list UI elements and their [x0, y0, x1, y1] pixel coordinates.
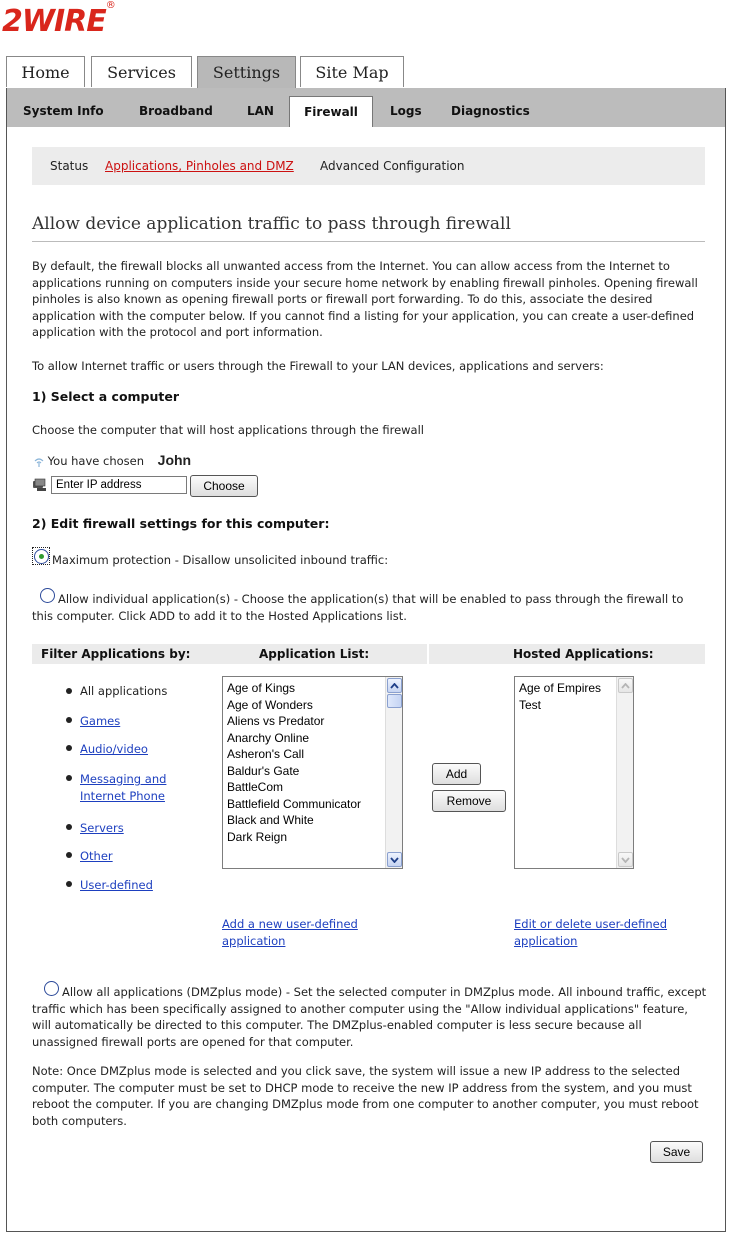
header-divider	[427, 644, 429, 664]
header-filter: Filter Applications by:	[41, 647, 191, 661]
list-item[interactable]: Battlefield Communicator	[227, 796, 362, 811]
filter-user-defined[interactable]: User-defined	[80, 878, 153, 892]
step2-heading: 2) Edit firewall settings for this computer:	[32, 516, 330, 531]
choose-button[interactable]: Choose	[190, 475, 258, 497]
save-button[interactable]: Save	[650, 1141, 703, 1163]
edit-user-defined-link[interactable]: Edit or delete user-defined application	[514, 917, 668, 948]
chevron-down-icon	[621, 857, 630, 863]
chosen-computer-row	[34, 452, 191, 468]
add-button[interactable]: Add	[432, 763, 481, 785]
scroll-up-button[interactable]	[387, 678, 402, 693]
list-item[interactable]: Age of Wonders	[227, 697, 313, 712]
subtab-logs[interactable]: Logs	[390, 104, 422, 118]
chosen-computer-name: John	[157, 452, 192, 468]
filter-games[interactable]: Games	[80, 714, 121, 728]
list-item[interactable]: Age of Kings	[227, 681, 296, 695]
logo-text: 2WIRE	[2, 4, 106, 39]
subtab-system-info[interactable]: System Info	[23, 104, 104, 118]
scroll-up-button[interactable]	[618, 678, 633, 693]
bullet	[66, 688, 72, 694]
add-user-defined-link[interactable]: Add a new user-defined application	[222, 917, 358, 948]
chosen-label: You have chosen	[47, 454, 145, 468]
settings-subnav	[6, 88, 726, 127]
bullet	[66, 745, 72, 751]
ip-address-input[interactable]	[51, 476, 187, 494]
application-list[interactable]	[222, 676, 403, 869]
nav-advanced-configuration[interactable]: Advanced Configuration	[320, 159, 465, 173]
scroll-down-button[interactable]	[387, 852, 402, 867]
list-item[interactable]: Asheron's Call	[227, 747, 304, 761]
dmz-note: Note: Once DMZplus mode is selected and you click save, the system will issue a new IP address to the selected computer. The computer must be set to DHCP mode to receive the new IP address from the system, and you must reboot the computer. If you are changing DMZplus mode from one computer to another computer, you must reboot both computers.	[32, 1064, 699, 1128]
hosted-applications-list[interactable]	[514, 676, 634, 869]
application-list-scrollbar[interactable]	[385, 677, 402, 868]
tab-site-map[interactable]: Site Map	[300, 56, 404, 87]
nav-applications-pinholes-dmz[interactable]: Applications, Pinholes and DMZ	[105, 159, 294, 173]
bullet	[66, 717, 72, 723]
chevron-up-icon	[621, 683, 630, 689]
list-item[interactable]: Black and White	[227, 813, 314, 827]
scroll-thumb[interactable]	[387, 694, 402, 708]
filter-audio-video[interactable]: Audio/video	[80, 742, 148, 756]
chevron-up-icon	[390, 683, 399, 689]
list-item[interactable]: Test	[519, 697, 542, 712]
header-hosted-applications: Hosted Applications:	[513, 647, 654, 661]
radio-selected-dot	[39, 554, 44, 559]
logo-trademark: ®	[105, 0, 116, 11]
filter-messaging[interactable]: Messaging and Internet Phone	[80, 772, 167, 803]
bullet	[66, 881, 72, 887]
remove-button[interactable]: Remove	[432, 790, 506, 812]
tab-home[interactable]: Home	[6, 56, 85, 87]
option-dmz-label: Allow all applications (DMZplus mode) - Set the selected computer in DMZplus mode. All inbound traffic, except traffic which has been specifically assigned to another computer using the "Allow individual applications" feature, will automatically be directed to this computer. The DMZplus-enabled computer is less secure because all unassigned firewall ports are opened for that computer.	[32, 985, 707, 1049]
option-max-protection-label: Maximum protection - Disallow unsolicited inbound traffic:	[52, 553, 389, 567]
tab-settings[interactable]: Settings	[197, 56, 296, 88]
hosted-list-scrollbar[interactable]	[616, 677, 633, 868]
filter-other[interactable]: Other	[80, 849, 113, 863]
list-item[interactable]: Age of Empires	[519, 681, 602, 695]
list-item[interactable]: Aliens vs Predator	[227, 714, 325, 728]
bullet	[66, 824, 72, 830]
subtab-broadband[interactable]: Broadband	[139, 104, 213, 118]
radio-max-protection[interactable]	[32, 547, 50, 565]
list-item[interactable]: Dark Reign	[227, 829, 288, 844]
subtab-lan[interactable]: LAN	[247, 104, 274, 118]
step1-heading: 1) Select a computer	[32, 389, 180, 404]
header-application-list: Application List:	[259, 647, 370, 661]
firewall-nav	[32, 147, 705, 185]
bullet	[66, 852, 72, 858]
subtab-diagnostics[interactable]: Diagnostics	[451, 104, 530, 118]
scroll-down-button[interactable]	[618, 852, 633, 867]
filter-header-bar	[32, 644, 705, 664]
computer-icon	[32, 478, 48, 492]
tab-services[interactable]: Services	[91, 56, 192, 87]
intro-text: By default, the firewall blocks all unwanted access from the Internet. You can allow access from the Internet to applications running on computers inside your secure home network by enabling firewall pinholes. Opening firewall pinholes is also known as opening firewall ports or firewall port forwarding. To do this, associate the desired application with the computer below. If you cannot find a listing for your application, you can create a user-defined application with the protocol and port information.	[32, 259, 698, 339]
brand-logo	[2, 0, 116, 44]
filter-servers[interactable]: Servers	[80, 821, 124, 835]
page-title: Allow device application traffic to pass through firewall	[32, 214, 511, 234]
list-item[interactable]: BattleCom	[227, 780, 284, 794]
filter-all-applications: All applications	[80, 684, 168, 698]
subtab-firewall[interactable]: Firewall	[289, 96, 373, 127]
list-item[interactable]: Baldur's Gate	[227, 763, 300, 778]
option-individual-label: Allow individual application(s) - Choose the application(s) that will be enabled to pass through the firewall to this computer. Click ADD to add it to the Hosted Applications list.	[32, 592, 684, 623]
signal-icon	[34, 457, 44, 467]
nav-status[interactable]: Status	[50, 159, 89, 173]
list-item[interactable]: Anarchy Online	[227, 730, 310, 745]
bullet	[66, 775, 72, 781]
chevron-down-icon	[390, 857, 399, 863]
divider	[32, 241, 705, 242]
step1-description: Choose the computer that will host applications through the firewall	[32, 423, 424, 437]
intro-text-2: To allow Internet traffic or users through the Firewall to your LAN devices, applications and servers:	[32, 359, 604, 373]
